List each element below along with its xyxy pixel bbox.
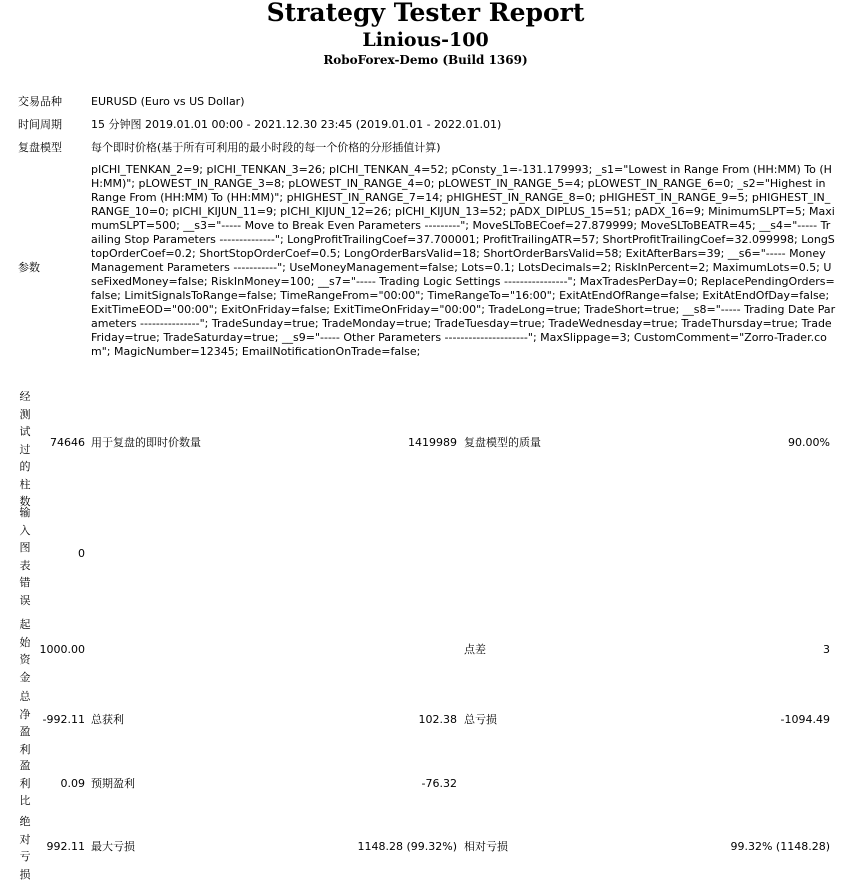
deposit-value: 1000.00 <box>39 643 85 656</box>
report-title: Strategy Tester Report <box>266 0 585 27</box>
errors-value: 0 <box>78 547 85 560</box>
spread-value: 3 <box>823 643 830 656</box>
quality-value: 90.00% <box>788 436 830 449</box>
spread-label: 点差 <box>464 643 486 656</box>
params-value: pICHI_TENKAN_2=9; pICHI_TENKAN_3=26; pICHI_TENKAN_4=52; pConsty_1=-131.179993; _s1="Lowest in Range From (HH:MM) To (HH:MM)"; pLOWEST_IN_RANGE_3=8; pLOWEST_IN_RANGE_4=0; pLOWEST_IN_RANGE_5=4; pLOWEST_IN_RANGE_6=0; _s2="Highest in Range From (HH:MM) To (HH:MM)"; pHIGHEST_IN_RANGE_7=14; pHIGHEST_IN_RANGE_8=0; pHIGHEST_IN_RANGE_9=5; pHIGHEST_IN_RANGE_10=0; pICHI_KIJUN_11=9; pICHI_KIJUN_12=26; pICHI_KIJUN_13=52; pADX_DIPLUS_15=51; pADX_16=9; MinimumSLPT=5; MaximumSLPT=500; __s3="----- Move to Break Even Parameters ---------"; MoveSLToBECoef=27.879999; MoveSLToBEATR=45; __s4="----- Trailing Stop Parameters --------------"; LongProfitTrailingCoef=37.700001; ProfitTrailingATR=57; ShortProfitTrailingCoef=32.099998; LongStopOrderCoef=0.2; ShortStopOrderCoef=0.5; LongOrderBarsValid=18; ShortOrderBarsValid=58; ExitAfterBars=39; __s6="----- Money Management Parameters -----------"; UseMoneyManagement=false; Lots=0.1; LotsDecimals=2; RiskInPercent=2; MaximumLots=0.5; UseFixedMoney=false; RiskInMoney=100; __s7="----- Trading Logic Settings ----------------"; MaxTradesPerDay=0; ReplacePendingOrders=false; LimitSignalsToRange=false; TimeRangeFrom="00:00"; TimeRangeTo="16:00"; ExitAtEndOfRange=false; ExitAtEndOfDay=false; ExitTimeEOD="00:00"; ExitOnFriday=false; ExitTimeOnFriday="00:00"; TradeLong=true; TradeShort=true; __s8="----- Trading Date Parameters ---------------"; TradeSunday=true; TradeMonday=true; TradeTuesday=true; TradeWednesday=true; TradeThursday=true; TradeFriday=true; TradeSaturday=true; __s9="----- Other Parameters ---------------------"; MaxSlippage=3; CustomComment="Zorro-Trader.com"; MagicNumber=12345; EmailNotificationOnTrade=false; <box>91 163 836 358</box>
expected-payoff-value: -76.32 <box>421 777 457 790</box>
gross-loss-value: -1094.49 <box>780 713 830 726</box>
abs-drawdown-label: 绝对亏损 <box>19 815 31 881</box>
max-drawdown-value: 1148.28 (99.32%) <box>357 840 457 853</box>
deposit-label: 起始资金 <box>19 618 31 684</box>
rel-drawdown-label: 相对亏损 <box>464 840 508 853</box>
ticks-label: 用于复盘的即时价数量 <box>91 436 201 449</box>
max-drawdown-label: 最大亏损 <box>91 840 135 853</box>
model-value: 每个即时价格(基于所有可利用的最小时段的每一个价格的分形插值计算) <box>91 141 441 154</box>
bars-value: 74646 <box>50 436 85 449</box>
errors-label: 输入图表错误 <box>19 506 31 607</box>
net-profit-label: 总净盈利 <box>19 690 31 756</box>
model-label: 复盘模型 <box>18 141 62 154</box>
symbol-value: EURUSD (Euro vs US Dollar) <box>91 95 245 108</box>
server-name: RoboForex-Demo (Build 1369) <box>323 53 528 67</box>
gross-loss-label: 总亏损 <box>464 713 497 726</box>
gross-profit-label: 总获利 <box>91 713 124 726</box>
profit-factor-value: 0.09 <box>60 777 85 790</box>
quality-label: 复盘模型的质量 <box>464 436 541 449</box>
expected-payoff-label: 预期盈利 <box>91 777 135 790</box>
rel-drawdown-value: 99.32% (1148.28) <box>730 840 830 853</box>
abs-drawdown-value: 992.11 <box>46 840 85 853</box>
bars-label: 经测试过的柱数 <box>19 390 31 508</box>
net-profit-value: -992.11 <box>42 713 85 726</box>
gross-profit-value: 102.38 <box>418 713 457 726</box>
ticks-value: 1419989 <box>408 436 457 449</box>
ea-name: Linious-100 <box>362 29 489 51</box>
profit-factor-label: 盈利比 <box>19 759 31 807</box>
period-value: 15 分钟图 2019.01.01 00:00 - 2021.12.30 23:45 (2019.01.01 - 2022.01.01) <box>91 118 502 131</box>
symbol-label: 交易品种 <box>18 95 62 108</box>
params-label: 参数 <box>18 261 40 274</box>
period-label: 时间周期 <box>18 118 62 131</box>
